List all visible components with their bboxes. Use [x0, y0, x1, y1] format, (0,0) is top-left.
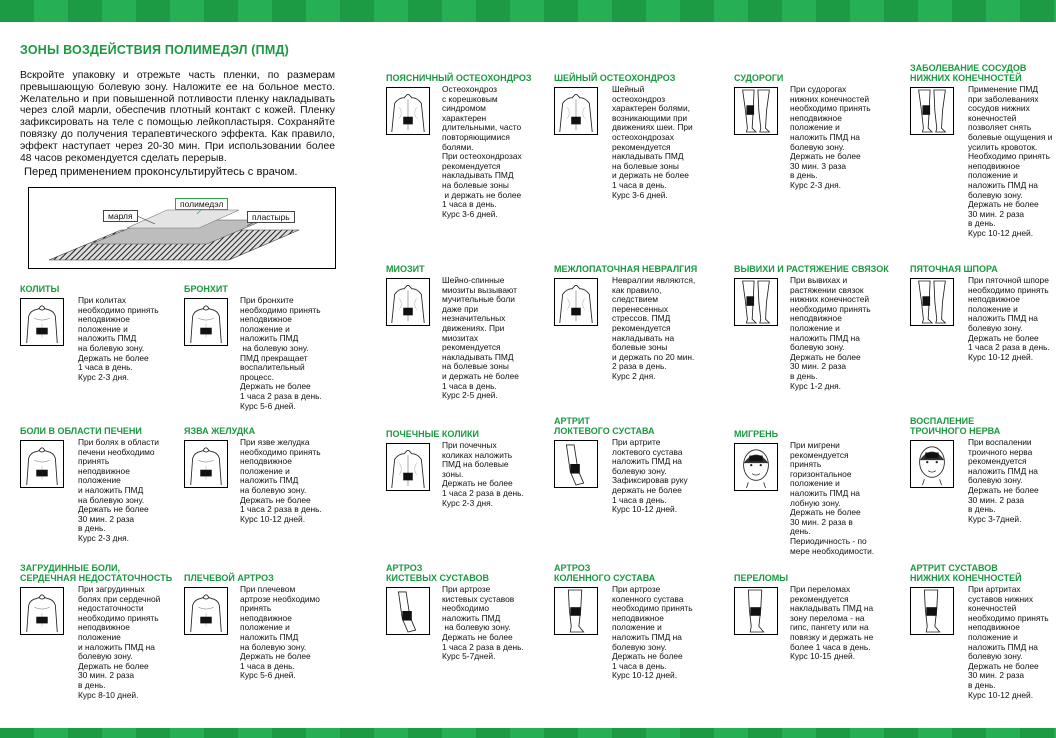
- label-gauze: марля: [103, 210, 138, 222]
- zone-title: ПОЧЕЧНЫЕ КОЛИКИ: [386, 429, 479, 439]
- zone-instructions: При артрите локтевого сустава наложить ПМД на болевую зону. Зафиксировав руку держать не более 1 часа в день. Курс 10-12 дней.: [612, 437, 688, 515]
- arm-icon: [554, 440, 598, 488]
- torso-front-icon: [184, 298, 228, 346]
- zone-instructions: При артрозе коленного сустава необходимо принять неподвижное положение и наложить ПМД на болевую зону. Держать не более 1 часа в день. Курс 10-12 дней.: [612, 584, 693, 681]
- zone-instructions: При бронхите необходимо принять неподвижное положение и наложить ПМД на болевую зону. ПМД прекращает воспалительный процесс. Держать не более 1 часа 2 раза в день. Курс 5-6 дней.: [240, 295, 322, 411]
- page-title: ЗОНЫ ВОЗДЕЙСТВИЯ ПОЛИМЕДЭЛ (ПМД): [20, 43, 289, 57]
- zone-title: МЕЖЛОПАТОЧНАЯ НЕВРАЛГИЯ: [554, 264, 698, 274]
- torso-front-icon: [184, 440, 228, 488]
- zone-title: БРОНХИТ: [184, 284, 228, 294]
- consult-note: Перед применением проконсультируйтесь с врачом.: [24, 166, 298, 178]
- torso-front-icon: [20, 298, 64, 346]
- zone-instructions: При вывихах и растяжении связок нижних конечностей необходимо принять неподвижное положение и наложить ПМД на болевую зону. Держать не более 30 мин. 2 раза в день. Курс 1-2 дня.: [790, 275, 871, 391]
- zone-title: КОЛИТЫ: [20, 284, 60, 294]
- torso-front-icon: [20, 587, 64, 635]
- zone-title: МИОЗИТ: [386, 264, 425, 274]
- arm-icon: [386, 587, 430, 635]
- intro-paragraph: Вскройте упаковку и отрежьте часть пленки, по размерам превышающую болевую зону. Наложите ее на больное место. Желательно и при повышенной потливости пленку накладывать через слой марли, обеспечив плотный контакт с кожей. Пленку зафиксировать на теле с помощью лейкопластыря. Сохраняйте повязку до получения терапевтического эффекта. Как правило, эффект наступает через 20-30 мин. При использовании более 48 часов рекомендуется сделать перерыв.: [20, 70, 335, 164]
- head-icon: [734, 443, 778, 491]
- zone-title: БОЛИ В ОБЛАСТИ ПЕЧЕНИ: [20, 426, 142, 436]
- back-icon: [554, 278, 598, 326]
- legs-icon: [734, 278, 778, 326]
- zone-title: ПЛЕЧЕВОЙ АРТРОЗ: [184, 573, 274, 583]
- zone-instructions: При язве желудка необходимо принять неподвижное положение и наложить ПМД на болевую зону. Держать не более 1 часа 2 раза в день. Курс 10-12 дней.: [240, 437, 322, 524]
- zone-instructions: Применение ПМД при заболеваниях сосудов нижних конечностей позволяет снять болевые ощущения и усилить кровоток. Необходимо принять неподвижное положение и наложить ПМД на болевую зону. Держать не более 30 мин. 2 раза в день. Курс 10-12 дней.: [968, 84, 1053, 238]
- zone-title: АРТРОЗ КИСТЕВЫХ СУСТАВОВ: [386, 563, 490, 583]
- leg-icon: [910, 587, 954, 635]
- zone-title: ЗАБОЛЕВАНИЕ СОСУДОВ НИЖНИХ КОНЕЧНОСТЕЙ: [910, 63, 1027, 83]
- zone-title: ПЕРЕЛОМЫ: [734, 573, 789, 583]
- bottom-decor-stripe: [0, 728, 1056, 738]
- zone-title: ВОСПАЛЕНИЕ ТРОИЧНОГО НЕРВА: [910, 416, 1001, 436]
- zone-title: АРТРОЗ КОЛЕННОГО СУСТАВА: [554, 563, 656, 583]
- leg-icon: [554, 587, 598, 635]
- zone-instructions: При мигрени рекомендуется принять горизонтальное положение и наложить ПМД на лобную зону. Держать не более 30 мин. 2 раза в день. Периодичность - по мере необходимости.: [790, 440, 875, 556]
- zone-title: ЗАГРУДИННЫЕ БОЛИ, СЕРДЕЧНАЯ НЕДОСТАТОЧНОСТЬ: [20, 563, 173, 583]
- legs-icon: [910, 278, 954, 326]
- leg-icon: [734, 587, 778, 635]
- label-plaster: пластырь: [247, 211, 295, 223]
- zone-title: ПЯТОЧНАЯ ШПОРА: [910, 264, 998, 274]
- zone-instructions: Шейно-спинные миозиты вызывают мучительные боли даже при незначительных движениях. При миозитах рекомендуется накладывать ПМД на болевые зоны и держать не более 1 часа в день. Курс 2-5 дней.: [442, 275, 519, 401]
- zone-title: ЯЗВА ЖЕЛУДКА: [184, 426, 256, 436]
- application-diagram: [28, 187, 336, 269]
- head-icon: [910, 440, 954, 488]
- zone-instructions: При загрудинных болях при сердечной недостаточности необходимо принять неподвижное положение и наложить ПМД на болевую зону. Держать не более 30 мин. 2 раза в день. Курс 8-10 дней.: [78, 584, 161, 700]
- zone-instructions: При воспалении троичного нерва рекомендуется наложить ПМД на болевую зону. Держать не более 30 мин. 2 раза в день. Курс 3-7дней.: [968, 437, 1039, 524]
- zone-instructions: При колитах необходимо принять неподвижное положение и наложить ПМД на болевую зону. Держать не более 1 часа в день. Курс 2-3 дня.: [78, 295, 159, 382]
- zone-title: ВЫВИХИ И РАСТЯЖЕНИЕ СВЯЗОК: [734, 264, 889, 274]
- zone-title: ПОЯСНИЧНЫЙ ОСТЕОХОНДРОЗ: [386, 73, 532, 83]
- zone-title: ШЕЙНЫЙ ОСТЕОХОНДРОЗ: [554, 73, 676, 83]
- zone-instructions: При переломах рекомендуется накладывать ПМД на зону перелома - на гипс, пангету или на повязку и держать не более 1 часа в день. Курс 10-15 дней.: [790, 584, 874, 662]
- torso-front-icon: [184, 587, 228, 635]
- back-icon: [386, 443, 430, 491]
- back-icon: [554, 87, 598, 135]
- zone-instructions: Невралгии являются, как правило, следствием перенесенных стрессов. ПМД рекомендуется накладывать на болевые зоны и держать по 20 мин. 2 раза в день. Курс 2 дня.: [612, 275, 696, 381]
- legs-icon: [910, 87, 954, 135]
- legs-icon: [734, 87, 778, 135]
- zone-instructions: При почечных коликах наложить ПМД на болевые зоны. Держать не более 1 часа 2 раза в день. Курс 2-3 дня.: [442, 440, 524, 508]
- torso-front-icon: [20, 440, 64, 488]
- zone-instructions: При болях в области печени необходимо принять неподвижное положение и наложить ПМД на болевую зону. Держать не более 30 мин. 2 раза в день. Курс 2-3 дня.: [78, 437, 159, 543]
- zone-title: СУДОРОГИ: [734, 73, 784, 83]
- back-icon: [386, 278, 430, 326]
- zone-title: МИГРЕНЬ: [734, 429, 779, 439]
- label-film: полимедэл: [175, 198, 228, 210]
- zone-instructions: При артрозе кистевых суставов необходимо наложить ПМД на болевую зону. Держать не более 1 часа 2 раза в день. Курс 5-7дней.: [442, 584, 524, 662]
- zone-instructions: При артритах суставов нижних конечностей необходимо принять неподвижное положение и наложить ПМД на болевую зону. Держать не более 30 мин. 2 раза в день. Курс 10-12 дней.: [968, 584, 1049, 700]
- zone-instructions: При пяточной шпоре необходимо принять неподвижное положение и наложить ПМД на болевую зону. Держать не более 1 часа 2 раза в день. Курс 10-12 дней.: [968, 275, 1050, 362]
- zone-instructions: При судорогах нижних конечностей необходимо принять неподвижное положение и наложить ПМД на болевую зону. Держать не более 30 мин. 3 раза в день. Курс 2-3 дня.: [790, 84, 871, 190]
- zone-instructions: Остеохондроз с корешковым синдромом характерен длительными, часто повторяющимися болями. При остеохондрозах рекомендуется накладывать ПМД на болевые зоны и держать не более 1 часа в день. Курс 3-6 дней.: [442, 84, 522, 219]
- zone-instructions: Шейный остеохондроз характерен болями, возникающими при движениях шеи. При остеохондрозах рекомендуется накладывать ПМД на болевые зоны и держать не более 1 часа в день. Курс 3-6 дней.: [612, 84, 693, 200]
- zone-title: АРТРИТ СУСТАВОВ НИЖНИХ КОНЕЧНОСТЕЙ: [910, 563, 1022, 583]
- top-decor-stripe: [0, 0, 1056, 22]
- zone-instructions: При плечевом артрозе необходимо принять неподвижное положение и наложить ПМД на болевую зону. Держать не более 1 часа в день. Курс 5-6 дней.: [240, 584, 320, 681]
- back-icon: [386, 87, 430, 135]
- zone-title: АРТРИТ ЛОКТЕВОГО СУСТАВА: [554, 416, 655, 436]
